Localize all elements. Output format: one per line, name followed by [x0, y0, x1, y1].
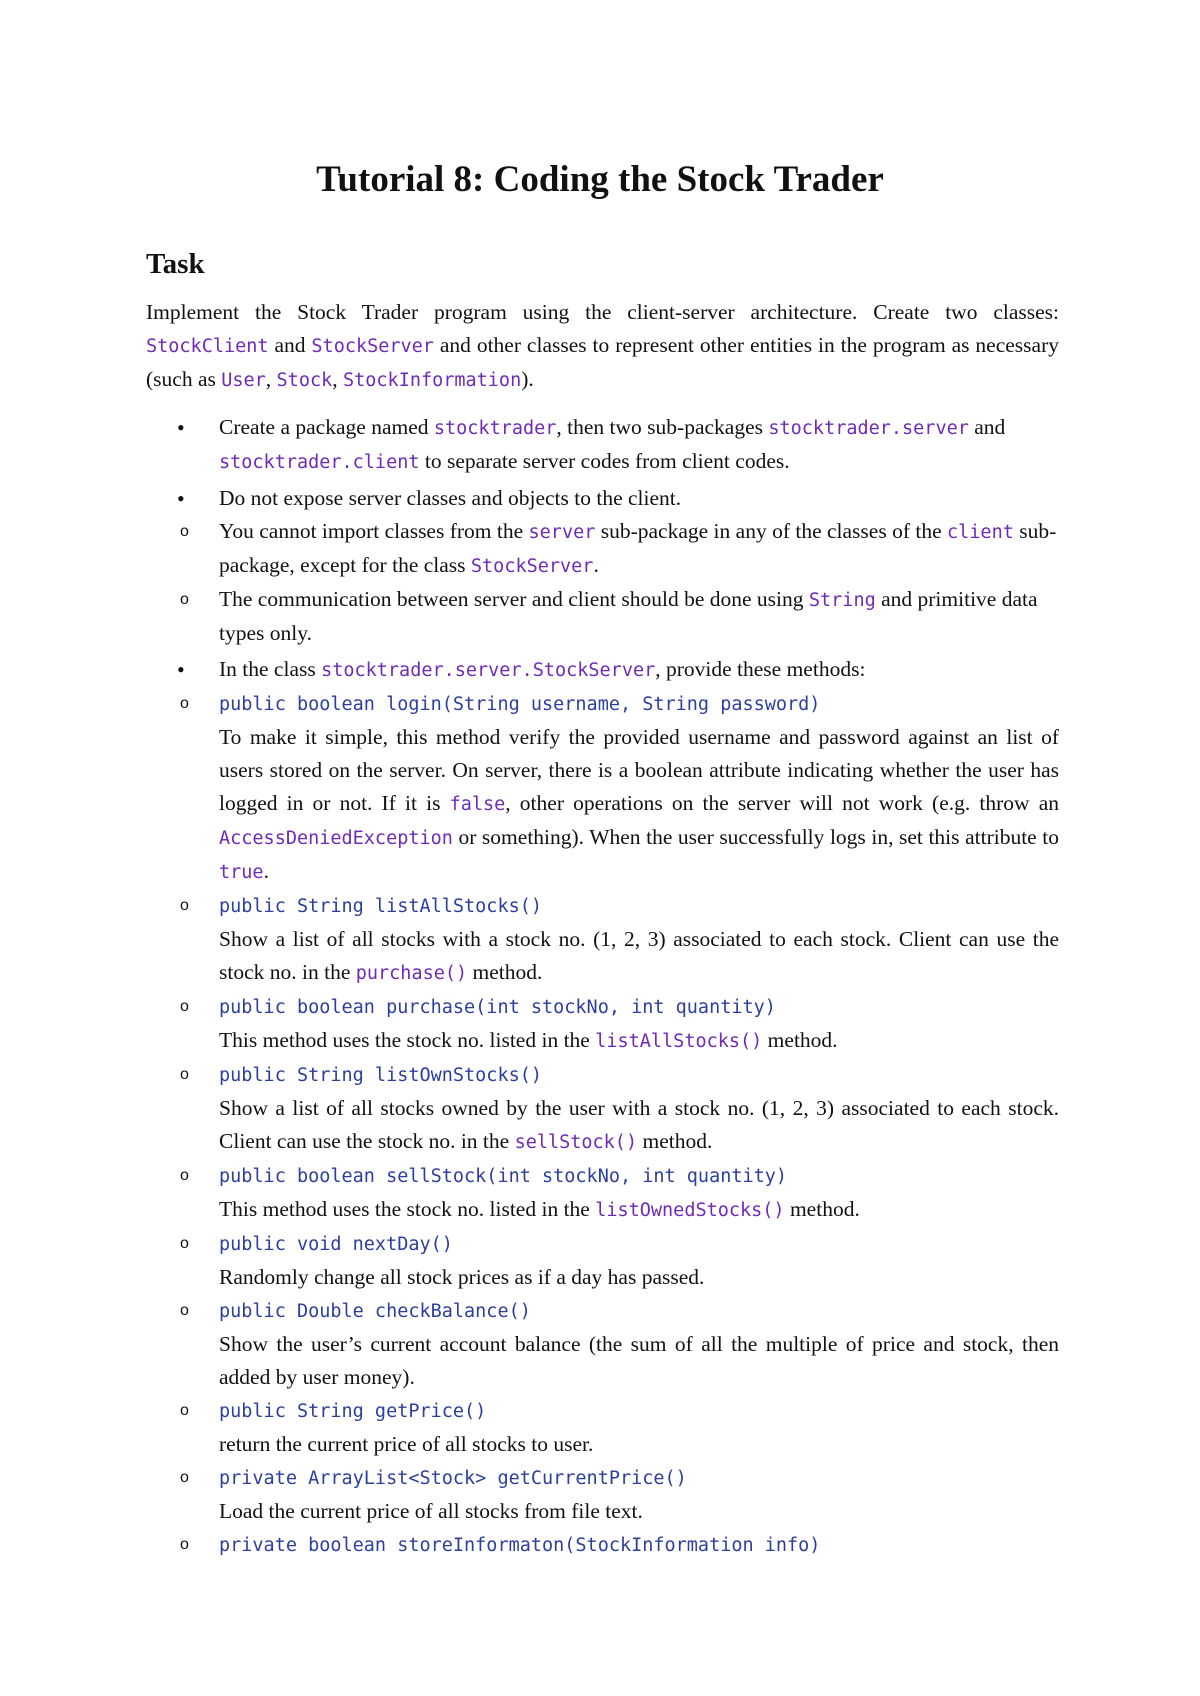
circle-bullet-icon: o	[180, 591, 189, 608]
bullet-icon: •	[177, 486, 185, 511]
method-signature: private ArrayList<Stock> getCurrentPrice()	[219, 1468, 687, 1489]
method-signature: public boolean purchase(int stockNo, int quantity)	[219, 997, 776, 1018]
method-signature: public void nextDay()	[219, 1234, 453, 1255]
sub-list-item: o You cannot import classes from the server sub-package in any of the classes of the client sub-package, except for the class StockServer.	[219, 515, 1059, 583]
method-signature: public String listOwnStocks()	[219, 1065, 543, 1086]
method-item-listownstocks	[180, 1058, 1059, 1159]
method-signature: public Double checkBalance()	[219, 1301, 531, 1322]
method-description: This method uses the stock no. listed in the listAllStocks() method.	[219, 1028, 838, 1052]
circle-bullet-icon: o	[180, 523, 189, 540]
code-package: stocktrader	[433, 418, 557, 439]
code-package-server: stocktrader.server	[768, 418, 969, 439]
method-signature: public String getPrice()	[219, 1401, 487, 1422]
task-list	[146, 411, 1059, 1562]
circle-bullet-icon: o	[180, 1167, 189, 1184]
bullet-icon: •	[177, 415, 185, 440]
code-stockserver-fqcn: stocktrader.server.StockServer	[321, 660, 656, 681]
document-body	[146, 296, 1059, 1565]
circle-bullet-icon: o	[180, 1066, 189, 1083]
code-user: User	[221, 370, 266, 391]
methods-list	[180, 687, 1059, 1562]
method-item-getcurrentprice	[180, 1461, 1059, 1528]
method-description: This method uses the stock no. listed in the listOwnedStocks() method.	[219, 1197, 860, 1221]
method-description: Show a list of all stocks owned by the user with a stock no. (1, 2, 3) associated to each stock. Client can use the stock no. in the sellStock() method.	[219, 1096, 1059, 1153]
method-item-storeinformaton	[180, 1528, 1059, 1562]
method-description: Show the user’s current account balance (the sum of all the multiple of price and stock, then added by user money).	[219, 1332, 1059, 1389]
circle-bullet-icon: o	[180, 897, 189, 914]
method-signature: public boolean login(String username, String password)	[219, 694, 821, 715]
circle-bullet-icon: o	[180, 1536, 189, 1553]
circle-bullet-icon: o	[180, 1235, 189, 1252]
method-description: Show a list of all stocks with a stock no. (1, 2, 3) associated to each stock. Client can use the stock no. in the purchase() method.	[219, 927, 1059, 984]
code-stockinformation: StockInformation	[343, 370, 522, 391]
bullet-icon: •	[177, 657, 185, 682]
method-item-listallstocks	[180, 889, 1059, 990]
sub-list-item: o The communication between server and client should be done using String and primitive data types only.	[219, 583, 1059, 650]
sub-list	[180, 515, 1059, 650]
method-description: Randomly change all stock prices as if a day has passed.	[219, 1265, 705, 1289]
intro-paragraph: Implement the Stock Trader program using the client-server architecture. Create two classes: StockClient and StockServer and other classes to represent other entities in the program as necessary (such as User, Stock, StockInformation).	[146, 300, 1059, 391]
circle-bullet-icon: o	[180, 1302, 189, 1319]
circle-bullet-icon: o	[180, 1469, 189, 1486]
method-signature: public String listAllStocks()	[219, 896, 543, 917]
method-item-purchase	[180, 990, 1059, 1058]
circle-bullet-icon: o	[180, 1402, 189, 1419]
code-stockserver: StockServer	[311, 336, 434, 357]
method-description: return the current price of all stocks to user.	[219, 1432, 594, 1456]
method-item-checkbalance	[180, 1294, 1059, 1394]
code-stock: Stock	[276, 370, 333, 391]
method-signature: private boolean storeInformaton(StockInformation info)	[219, 1535, 821, 1556]
circle-bullet-icon: o	[180, 695, 189, 712]
list-item: • In the class stocktrader.server.StockServer, provide these methods: o public boolean login(String username, String password) To make it simple, this method verify the provided username and password against an list of users stored on the server. On server, there is a boolean attribute indicating whether the user has logged in or not. If it is false, other operations on the server will not work (e.g. throw an AccessDeniedException or something). When the user successfully logs in, set this attribute to true. o public String listAllStocks() Show a list of all stocks with a stock no. (1, 2, 3) associated to each stock. Client can use the stock no. in the purchase() method. o public boolean purchase(int stockNo, int quantity) This method uses the stock no. listed in the listAllStocks() method. o public String listOwnStocks() Show a list of all stocks owned by the user with a stock no. (1, 2, 3) associated to each stock. Client can use the stock no. in the sellStock() method. o public boolean sellStock(int stockNo, int quantity) This method uses the stock no. listed in the listOwnedStocks() method. o public void nextDay() Randomly change all stock prices as if a day has passed. o public Double checkBalance() Show the user’s current account balance (the sum of all the multiple of price and stock, then added by user money). o public String getPrice() return the current price of all stocks to user. o private ArrayList<Stock> getCurrentPrice() Load the current price of all stocks from file text. o private boolean storeInformaton(StockInformation info)	[146, 653, 1059, 1562]
section-heading-task: Task	[146, 248, 205, 280]
method-description: Load the current price of all stocks from file text.	[219, 1499, 643, 1523]
code-stockclient: StockClient	[146, 336, 269, 357]
method-item-nextday	[180, 1227, 1059, 1294]
list-item: • Do not expose server classes and objects to the client. o You cannot import classes from the server sub-package in any of the classes of the client sub-package, except for the class StockServer. o The communication between server and client should be done using String and primitive data types only.	[146, 482, 1059, 650]
method-item-getprice	[180, 1394, 1059, 1461]
method-item-login	[180, 687, 1059, 889]
circle-bullet-icon: o	[180, 998, 189, 1015]
code-package-client: stocktrader.client	[219, 452, 420, 473]
method-item-sellstock	[180, 1159, 1059, 1227]
method-signature: public boolean sellStock(int stockNo, int quantity)	[219, 1166, 788, 1187]
list-item: • Create a package named stocktrader, then two sub-packages stocktrader.server and stocktrader.client to separate server codes from client codes.	[146, 411, 1059, 479]
page-title: Tutorial 8: Coding the Stock Trader	[316, 159, 884, 200]
method-description: To make it simple, this method verify the provided username and password against an list of users stored on the server. On server, there is a boolean attribute indicating whether the user has logged in or not. If it is false, other operations on the server will not work (e.g. throw an AccessDeniedException or something). When the user successfully logs in, set this attribute to true.	[219, 725, 1059, 883]
